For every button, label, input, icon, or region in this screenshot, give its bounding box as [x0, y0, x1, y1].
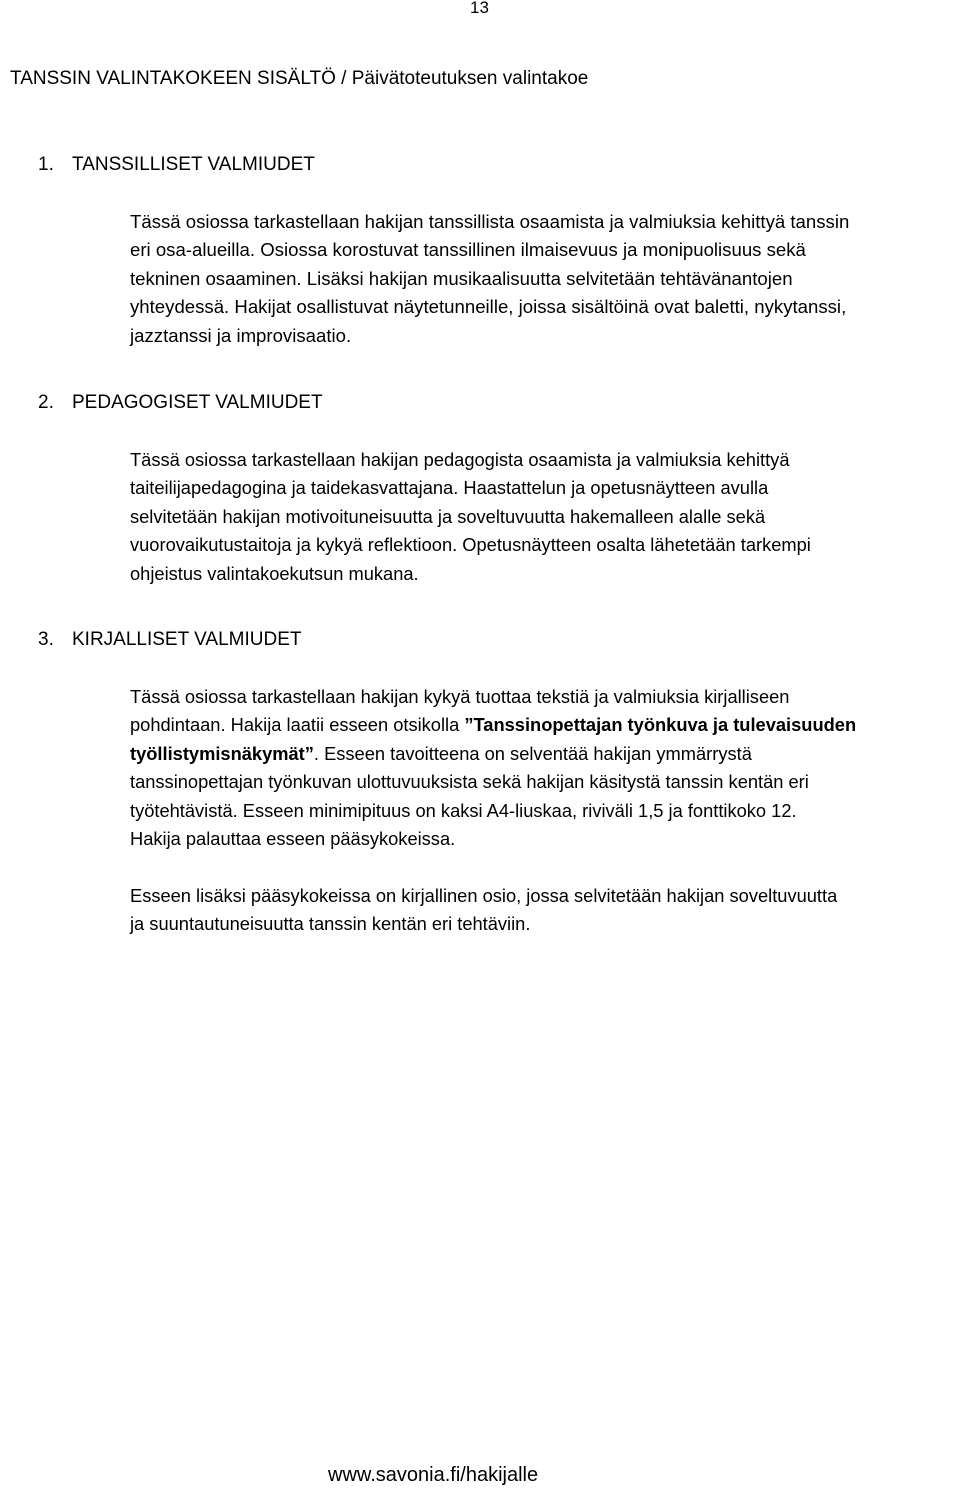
paragraph-line: tanssinopettajan työnkuvan ulottuvuuksista sekä hakijan käsitystä tanssin kentän eri	[130, 771, 809, 793]
paragraph-line: Tässä osiossa tarkastellaan hakijan pedagogista osaamista ja valmiuksia kehittyä	[130, 449, 790, 470]
section-heading-pedagogiset	[38, 392, 323, 414]
page-number: 13	[470, 0, 489, 17]
paragraph-line: työtehtävistä. Esseen minimipituus on kaksi A4-liuskaa, riviväli 1,5 ja fonttikoko 12.	[130, 799, 797, 821]
essay-title-bold: ”Tanssinopettajan työnkuva ja tulevaisuuden	[464, 714, 857, 736]
paragraph-line: Esseen lisäksi pääsykokeissa on kirjallinen osio, jossa selvitetään hakijan soveltuvuutta	[130, 885, 838, 906]
section-number: 2.	[38, 392, 54, 413]
section-title: KIRJALLISET VALMIUDET	[72, 629, 302, 650]
footer-url: www.savonia.fi/hakijalle	[328, 1464, 539, 1486]
section-heading-tanssilliset	[38, 154, 315, 176]
section-3-paragraph	[130, 683, 856, 853]
section-title: TANSSILLISET VALMIUDET	[72, 154, 315, 175]
paragraph-line: Tässä osiossa tarkastellaan hakijan tanssillista osaamista ja valmiuksia kehittyä tanssin	[130, 211, 850, 232]
paragraph-line: yhteydessä. Hakijat osallistuvat näytetunneille, joissa sisältöinä ovat baletti, nykytanssi,	[130, 296, 847, 318]
paragraph-line: ohjeistus valintakoekutsun mukana.	[130, 562, 419, 584]
document-title: TANSSIN VALINTAKOKEEN SISÄLTÖ / Päivätoteutuksen valintakoe	[10, 68, 589, 89]
paragraph-line: taiteilijapedagogina ja taidekasvattajana. Haastattelun ja opetusnäytteen avulla	[130, 477, 769, 499]
paragraph-line: vuorovaikutustaitoja ja kykyä reflektioon. Opetusnäytteen osalta lähetetään tarkempi	[130, 534, 811, 556]
paragraph-line: ja suuntautuneisuutta tanssin kentän eri tehtäviin.	[130, 913, 531, 935]
paragraph-line: Hakija palauttaa esseen pääsykokeissa.	[130, 828, 456, 850]
paragraph-line: Tässä osiossa tarkastellaan hakijan kykyä tuottaa tekstiä ja valmiuksia kirjalliseen	[130, 686, 790, 707]
paragraph-line	[130, 740, 856, 768]
text-run: pohdintaan. Hakija laatii esseen otsikolla	[130, 714, 465, 736]
paragraph-line: tekninen osaaminen. Lisäksi hakijan musikaalisuutta selvitetään tehtävänantojen	[130, 267, 793, 289]
essay-title-bold: työllistymisnäkymät”	[130, 742, 314, 764]
paragraph-line	[130, 711, 856, 739]
paragraph-line: selvitetään hakijan motivoituneisuutta ja soveltuvuutta hakemalleen alalle sekä	[130, 505, 766, 527]
section-number: 3.	[38, 629, 54, 650]
paragraph-line: eri osa-alueilla. Osiossa korostuvat tanssillinen ilmaisevuus ja monipuolisuus sekä	[130, 239, 806, 261]
section-number: 1.	[38, 154, 54, 175]
section-2-paragraph	[130, 446, 811, 588]
section-title: PEDAGOGISET VALMIUDET	[72, 392, 323, 413]
paragraph-line: jazztanssi ja improvisaatio.	[130, 324, 352, 346]
text-run: . Esseen tavoitteena on selventää hakijan ymmärrystä	[313, 742, 752, 764]
section-heading-kirjalliset	[38, 629, 301, 651]
section-1-paragraph	[130, 208, 849, 350]
section-3-paragraph-2	[130, 882, 837, 939]
